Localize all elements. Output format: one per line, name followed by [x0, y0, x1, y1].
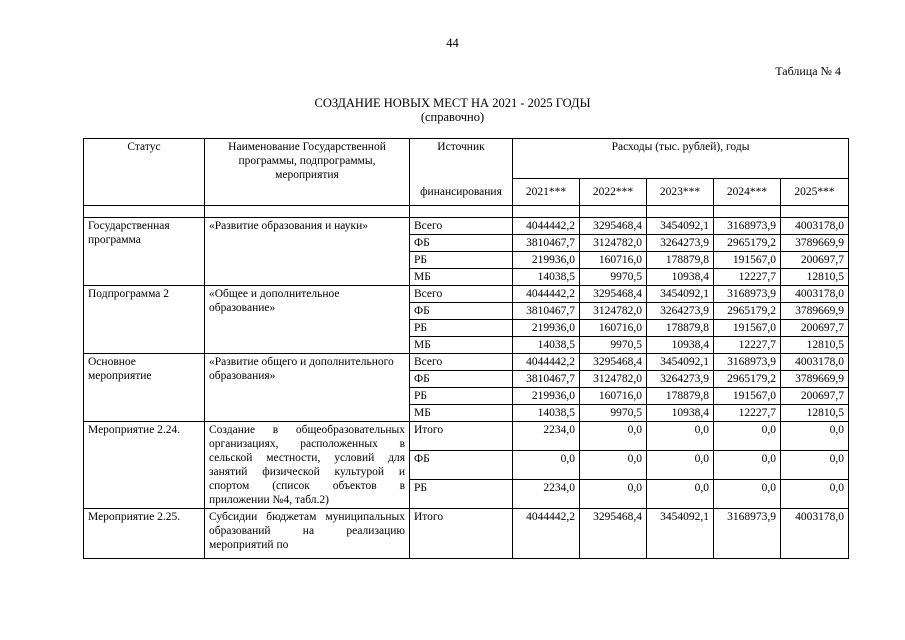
- value-cell: 178879,8: [647, 252, 714, 269]
- header-year: 2022***: [580, 179, 647, 206]
- value-cell: 3295468,4: [580, 286, 647, 303]
- value-cell: 3264273,9: [647, 303, 714, 320]
- value-cell: 2234,0: [513, 480, 580, 509]
- status-cell: Мероприятие 2.24.: [84, 422, 205, 509]
- value-cell: 3124782,0: [580, 303, 647, 320]
- spacer-cell: [647, 206, 714, 218]
- value-cell: 0,0: [714, 451, 781, 480]
- header-year: 2025***: [781, 179, 849, 206]
- value-cell: 2234,0: [513, 422, 580, 451]
- value-cell: 0,0: [781, 451, 849, 480]
- value-cell: 4044442,2: [513, 354, 580, 371]
- value-cell: 12227,7: [714, 405, 781, 422]
- table-row: [84, 422, 849, 451]
- value-cell: 0,0: [513, 451, 580, 480]
- value-cell: 3454092,1: [647, 218, 714, 235]
- header-source-2: финансирования: [410, 179, 513, 206]
- value-cell: 219936,0: [513, 320, 580, 337]
- value-cell: 0,0: [580, 480, 647, 509]
- value-cell: 12227,7: [714, 337, 781, 354]
- value-cell: 12810,5: [781, 269, 849, 286]
- value-cell: 200697,7: [781, 388, 849, 405]
- value-cell: 3810467,7: [513, 371, 580, 388]
- spacer-cell: [410, 206, 513, 218]
- value-cell: 191567,0: [714, 252, 781, 269]
- value-cell: 0,0: [647, 422, 714, 451]
- value-cell: 10938,4: [647, 337, 714, 354]
- value-cell: 178879,8: [647, 320, 714, 337]
- value-cell: 0,0: [781, 480, 849, 509]
- value-cell: 3295468,4: [580, 509, 647, 559]
- value-cell: 191567,0: [714, 320, 781, 337]
- value-cell: 3168973,9: [714, 354, 781, 371]
- value-cell: 12810,5: [781, 337, 849, 354]
- source-cell: ФБ: [410, 235, 513, 252]
- value-cell: 0,0: [580, 451, 647, 480]
- value-cell: 219936,0: [513, 252, 580, 269]
- source-cell: ФБ: [410, 451, 513, 480]
- value-cell: 4003178,0: [781, 354, 849, 371]
- source-cell: ФБ: [410, 371, 513, 388]
- source-cell: МБ: [410, 405, 513, 422]
- value-cell: 3454092,1: [647, 354, 714, 371]
- value-cell: 10938,4: [647, 405, 714, 422]
- value-cell: 160716,0: [580, 388, 647, 405]
- spacer-cell: [781, 206, 849, 218]
- name-cell: Субсидии бюджетам муниципальных образований на реализацию мероприятий по: [205, 509, 410, 559]
- value-cell: 191567,0: [714, 388, 781, 405]
- value-cell: 3168973,9: [714, 286, 781, 303]
- value-cell: 0,0: [647, 451, 714, 480]
- value-cell: 9970,5: [580, 337, 647, 354]
- value-cell: 0,0: [647, 480, 714, 509]
- spacer-cell: [513, 206, 580, 218]
- header-expenses: Расходы (тыс. рублей), годы: [513, 139, 849, 179]
- spacer-cell: [84, 206, 205, 218]
- spacer-cell: [205, 206, 410, 218]
- value-cell: 3124782,0: [580, 235, 647, 252]
- value-cell: 14038,5: [513, 269, 580, 286]
- value-cell: 3789669,9: [781, 371, 849, 388]
- value-cell: 14038,5: [513, 405, 580, 422]
- value-cell: 0,0: [714, 422, 781, 451]
- name-cell: «Развитие образования и науки»: [205, 218, 410, 286]
- value-cell: 4003178,0: [781, 218, 849, 235]
- value-cell: 3789669,9: [781, 303, 849, 320]
- title-line-2: (справочно): [420, 110, 485, 124]
- value-cell: 2965179,2: [714, 303, 781, 320]
- value-cell: 200697,7: [781, 252, 849, 269]
- value-cell: 4044442,2: [513, 509, 580, 559]
- spacer-cell: [580, 206, 647, 218]
- source-cell: РБ: [410, 252, 513, 269]
- value-cell: 3810467,7: [513, 303, 580, 320]
- status-cell: Мероприятие 2.25.: [84, 509, 205, 559]
- source-cell: Итого: [410, 422, 513, 451]
- source-cell: РБ: [410, 480, 513, 509]
- source-cell: Всего: [410, 286, 513, 303]
- value-cell: 4003178,0: [781, 509, 849, 559]
- source-cell: РБ: [410, 320, 513, 337]
- value-cell: 3454092,1: [647, 286, 714, 303]
- value-cell: 200697,7: [781, 320, 849, 337]
- value-cell: 3168973,9: [714, 509, 781, 559]
- header-year: 2024***: [714, 179, 781, 206]
- value-cell: 3168973,9: [714, 218, 781, 235]
- header-name: Наименование Государственной программы, подпрограммы, мероприятия: [205, 139, 410, 206]
- table-row: [84, 509, 849, 559]
- table-row: [84, 354, 849, 371]
- value-cell: 3264273,9: [647, 371, 714, 388]
- value-cell: 160716,0: [580, 320, 647, 337]
- header-source: Источник: [410, 139, 513, 179]
- value-cell: 4044442,2: [513, 286, 580, 303]
- source-cell: МБ: [410, 337, 513, 354]
- value-cell: 9970,5: [580, 269, 647, 286]
- source-cell: РБ: [410, 388, 513, 405]
- source-cell: ФБ: [410, 303, 513, 320]
- value-cell: 4044442,2: [513, 218, 580, 235]
- value-cell: 3264273,9: [647, 235, 714, 252]
- value-cell: 4003178,0: [781, 286, 849, 303]
- source-cell: МБ: [410, 269, 513, 286]
- expenses-table: [83, 138, 849, 559]
- table-title: [0, 96, 905, 124]
- table-row: [84, 286, 849, 303]
- value-cell: 2965179,2: [714, 235, 781, 252]
- name-cell: «Общее и дополнительное образование»: [205, 286, 410, 354]
- value-cell: 178879,8: [647, 388, 714, 405]
- value-cell: 0,0: [714, 480, 781, 509]
- value-cell: 0,0: [580, 422, 647, 451]
- header-year: 2021***: [513, 179, 580, 206]
- value-cell: 10938,4: [647, 269, 714, 286]
- name-cell: «Развитие общего и дополнительного образования»: [205, 354, 410, 422]
- value-cell: 3789669,9: [781, 235, 849, 252]
- status-cell: Государственная программа: [84, 218, 205, 286]
- source-cell: Всего: [410, 354, 513, 371]
- value-cell: 3124782,0: [580, 371, 647, 388]
- value-cell: 0,0: [781, 422, 849, 451]
- value-cell: 9970,5: [580, 405, 647, 422]
- source-cell: Всего: [410, 218, 513, 235]
- value-cell: 160716,0: [580, 252, 647, 269]
- status-cell: Основное мероприятие: [84, 354, 205, 422]
- status-cell: Подпрограмма 2: [84, 286, 205, 354]
- value-cell: 12810,5: [781, 405, 849, 422]
- spacer-cell: [714, 206, 781, 218]
- value-cell: 3810467,7: [513, 235, 580, 252]
- value-cell: 3295468,4: [580, 218, 647, 235]
- source-cell: Итого: [410, 509, 513, 559]
- value-cell: 219936,0: [513, 388, 580, 405]
- header-year: 2023***: [647, 179, 714, 206]
- value-cell: 14038,5: [513, 337, 580, 354]
- value-cell: 3295468,4: [580, 354, 647, 371]
- header-status: Статус: [84, 139, 205, 206]
- value-cell: 12227,7: [714, 269, 781, 286]
- table-row: [84, 218, 849, 235]
- page-number: 44: [446, 36, 459, 50]
- title-line-1: СОЗДАНИЕ НОВЫХ МЕСТ НА 2021 - 2025 ГОДЫ: [314, 96, 591, 110]
- name-cell: Создание в общеобразовательных организациях, расположенных в сельской местности, условий для занятий физической культурой и спортом (список объектов в приложении №4, табл.2): [205, 422, 410, 509]
- table-label: Таблица № 4: [775, 64, 841, 78]
- value-cell: 2965179,2: [714, 371, 781, 388]
- value-cell: 3454092,1: [647, 509, 714, 559]
